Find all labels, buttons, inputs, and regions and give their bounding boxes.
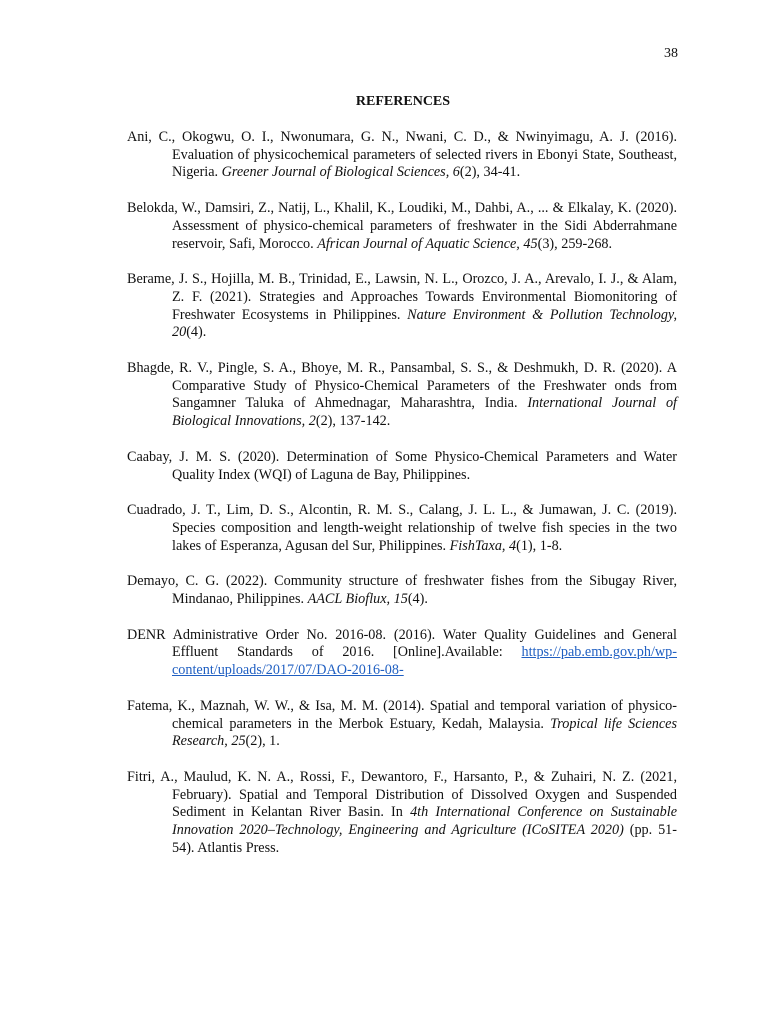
reference-entry bbox=[127, 573, 677, 608]
reference-issue: (2), 1. bbox=[245, 733, 280, 750]
reference-entry bbox=[127, 129, 677, 182]
reference-entry bbox=[127, 271, 677, 342]
reference-volume: 25 bbox=[231, 733, 246, 750]
reference-text: Bhagde, R. V., Pingle, S. A., Bhoye, M. R., Pansambal, S. S., & Deshmukh, D. R. (2020). A Comparative Study of Physico-Chemical Parameters of the Freshwater onds from Sangamner Taluka of Ahmednagar, Maharashtra, India. bbox=[127, 360, 677, 412]
reference-details: , bbox=[224, 733, 232, 750]
reference-text: Cuadrado, J. T., Lim, D. S., Alcontin, R. M. S., Calang, J. L. L., & Jumawan, J. C. (2019). Species composition and length-weight relationship of twelve fish species in the two lakes of Esperanza, Agusan del Sur, Philippines. bbox=[127, 502, 677, 554]
reference-text: Fatema, K., Maznah, W. W., & Isa, M. M. (2014). Spatial and temporal variation of physico-chemical parameters in the Merbok Estuary, Kedah, Malaysia. bbox=[127, 697, 677, 732]
reference-source: International Journal of Biological Innovations, 2 bbox=[172, 395, 677, 430]
reference-text: Belokda, W., Damsiri, Z., Natij, L., Khalil, K., Loudiki, M., Dahbi, A., ... & Elkalay, K. (2020). Assessment of physico-chemical parameters of freshwater in the Sidi Abderrahmane reservoir, Safi, Morocco. bbox=[127, 200, 677, 252]
page-number: 38 bbox=[664, 46, 678, 61]
reference-entry bbox=[127, 360, 677, 431]
reference-source: Nature Environment & Pollution Technology, 20 bbox=[172, 306, 677, 341]
reference-text: Ani, C., Okogwu, O. I., Nwonumara, G. N., Nwani, C. D., & Nwinyimagu, A. J. (2016). Evaluation of physicochemical parameters of selected rivers in Ebonyi State, Southeast, Nigeria. bbox=[127, 129, 677, 181]
reference-entry bbox=[127, 449, 677, 484]
reference-text: Berame, J. S., Hojilla, M. B., Trinidad, E., Lawsin, N. L., Orozco, J. A., Arevalo, I. J., & Alam, Z. F. (2021). Strategies and Approaches Towards Environmental Biomonitoring of Freshwater Ecosystems in Philippines. bbox=[127, 271, 677, 323]
reference-source: African Journal of Aquatic Science, 45 bbox=[317, 235, 538, 252]
reference-text: Caabay, J. M. S. (2020). Determination of Some Physico-Chemical Parameters and Water Quality Index (WQI) of Laguna de Bay, Philippines. bbox=[127, 448, 677, 483]
reference-entry bbox=[127, 627, 677, 680]
reference-source: FishTaxa, 4 bbox=[449, 537, 517, 554]
reference-source: AACL Bioflux, 15 bbox=[307, 591, 408, 608]
reference-entry bbox=[127, 200, 677, 253]
reference-details: (4). bbox=[186, 324, 207, 341]
reference-details: (3), 259-268. bbox=[537, 235, 613, 252]
reference-source: Greener Journal of Biological Sciences, 6 bbox=[221, 164, 460, 181]
references-list bbox=[127, 129, 677, 876]
reference-entry bbox=[127, 698, 677, 751]
references-heading: REFERENCES bbox=[355, 94, 451, 109]
reference-details: (pp. 51-54). Atlantis Press. bbox=[172, 822, 677, 856]
reference-details: (4). bbox=[407, 591, 428, 608]
reference-entry bbox=[127, 769, 677, 858]
reference-link[interactable]: https://pab.emb.gov.ph/wp-content/uploads/2017/07/DAO-2016-08- bbox=[172, 644, 677, 679]
reference-source: Tropical life Sciences Research bbox=[172, 715, 677, 750]
reference-details: (2), 34-41. bbox=[459, 164, 521, 181]
reference-details: (1), 1-8. bbox=[516, 537, 563, 554]
reference-text: DENR Administrative Order No. 2016-08. (2016). Water Quality Guidelines and General Effluent Standards of 2016. [Online].Available: bbox=[127, 626, 677, 661]
reference-source: 4th International Conference on Sustainable Innovation 2020–Technology, Engineering and Agriculture (ICoSITEA 2020) bbox=[172, 804, 678, 839]
reference-entry bbox=[127, 502, 677, 555]
reference-details: (2), 137-142. bbox=[315, 413, 391, 430]
reference-text: Fitri, A., Maulud, K. N. A., Rossi, F., Dewantoro, F., Harsanto, P., & Zuhairi, N. Z. (2021, February). Spatial and Temporal Distribution of Dissolved Oxygen and Suspended Sediment in Kelantan River Basin. In bbox=[127, 768, 677, 821]
reference-text: Demayo, C. G. (2022). Community structure of freshwater fishes from the Sibugay River, Mindanao, Philippines. bbox=[127, 573, 677, 608]
